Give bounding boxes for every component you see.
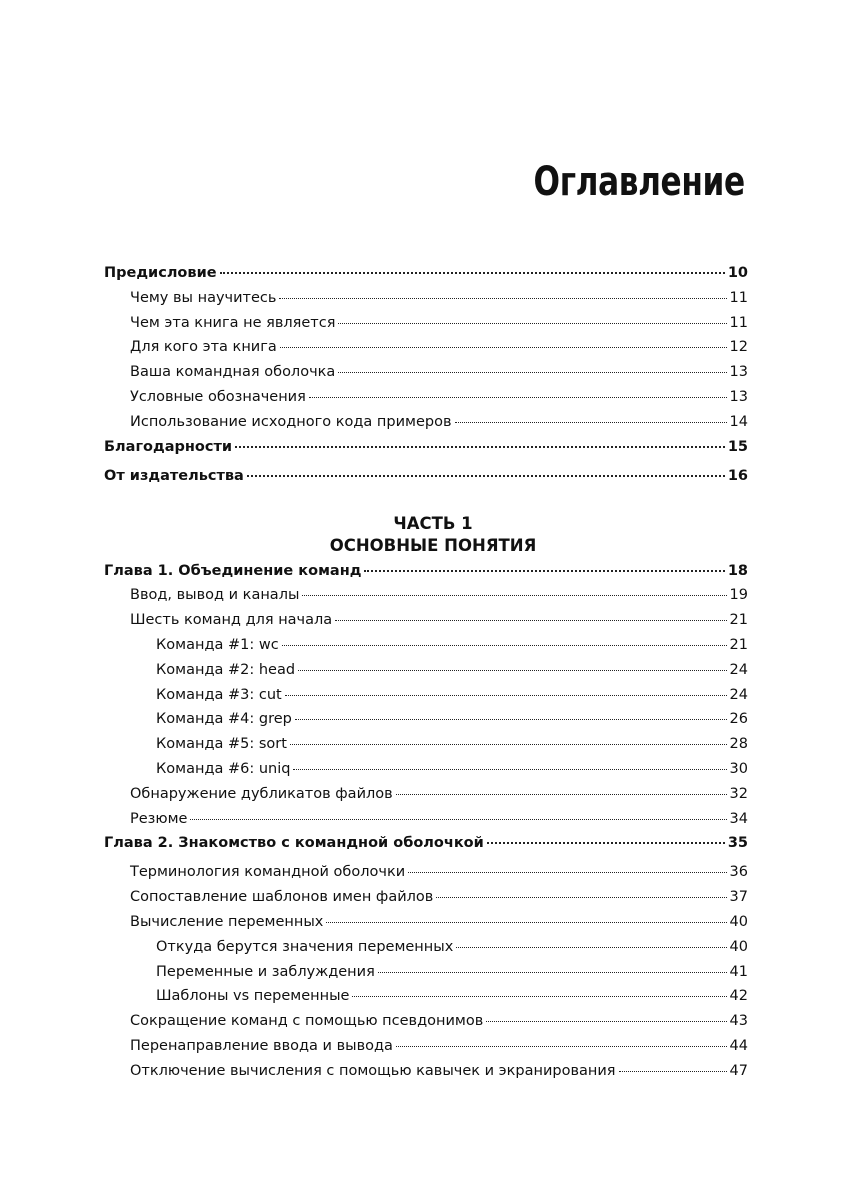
toc-entry-title: Для кого эта книга (130, 339, 277, 356)
toc-entry-title: Команда #1: wc (156, 636, 279, 653)
dot-leader (338, 323, 726, 324)
toc-subsection-entry (104, 687, 748, 712)
dot-leader (456, 947, 726, 948)
toc-entry-title: Команда #3: cut (156, 686, 282, 703)
dot-leader (290, 744, 727, 745)
toc-entry-title: Команда #2: head (156, 661, 296, 678)
dot-leader (408, 872, 726, 873)
toc-entry-title: Перенаправление ввода и вывода (130, 1037, 393, 1054)
toc-chapter-entry (104, 468, 748, 497)
dot-leader (293, 769, 726, 770)
dot-leader (436, 897, 726, 898)
toc-entry-title: Чему вы научитесь (130, 289, 277, 306)
toc-section-entry (104, 811, 748, 836)
toc-entry-title: От издательства (104, 467, 244, 484)
toc-page-number: 24 (729, 661, 748, 678)
dot-leader (455, 422, 727, 423)
toc-section-entry (104, 889, 748, 914)
toc-page-number: 36 (729, 864, 748, 881)
toc-entry-title: Благодарности (104, 438, 233, 455)
dot-leader (190, 819, 726, 820)
toc-page-number: 13 (729, 364, 748, 381)
toc-page-number: 16 (727, 467, 748, 484)
toc-page-number: 24 (729, 686, 748, 703)
toc-chapter-entry (104, 439, 748, 468)
toc-entry-title: Команда #6: uniq (156, 760, 291, 777)
toc-entry-title: Предисловие (104, 265, 217, 281)
toc-section-entry (104, 1063, 748, 1088)
dot-leader (364, 570, 724, 572)
toc-entry-title: Вычисление переменных (130, 913, 324, 930)
toc-entry-title: Глава 1. Объединение команд (104, 562, 362, 579)
toc-subsection-entry (104, 761, 748, 786)
dot-leader (619, 1071, 727, 1072)
part-name: ОСНОВНЫЕ ПОНЯТИЯ (329, 535, 537, 555)
toc-section-entry (104, 315, 748, 340)
toc-entry-title: Глава 2. Знакомство с командной оболочкой (104, 835, 484, 852)
front-matter-entries (104, 265, 748, 497)
dot-leader (302, 595, 726, 596)
dot-leader (487, 842, 725, 844)
toc-page-number: 32 (729, 785, 748, 802)
toc-page-number: 40 (729, 913, 748, 930)
toc-page-number: 12 (729, 339, 748, 356)
dot-leader (295, 719, 727, 720)
toc-entry-title: Терминология командной оболочки (130, 864, 406, 881)
toc-subsection-entry (104, 964, 748, 989)
dot-leader (338, 372, 726, 373)
toc-page-number: 10 (727, 265, 748, 281)
toc-page-number: 19 (729, 587, 748, 604)
toc-entry-title: Ваша командная оболочка (130, 364, 336, 381)
toc-page-number: 30 (729, 760, 748, 777)
dot-leader (282, 645, 727, 646)
toc-page-number: 13 (729, 388, 748, 405)
toc-page-number: 35 (727, 835, 748, 852)
toc-entry-title: Использование исходного кода примеров (130, 413, 452, 430)
toc-section-entry (104, 364, 748, 389)
toc-page-number: 47 (729, 1062, 748, 1079)
toc-section-entry (104, 389, 748, 414)
dot-leader (378, 972, 727, 973)
toc-page-number: 21 (729, 612, 748, 629)
toc-section-entry (104, 612, 748, 637)
toc-subsection-entry (104, 662, 748, 687)
toc-entry-title: Сокращение команд с помощью псевдонимов (130, 1013, 484, 1030)
toc-section-entry (104, 914, 748, 939)
toc-page-number: 28 (729, 736, 748, 753)
dot-leader (326, 922, 726, 923)
toc-subsection-entry (104, 939, 748, 964)
toc-subsection-entry (104, 736, 748, 761)
toc-entry-title: Переменные и заблуждения (156, 963, 375, 980)
toc-entry-title: Условные обозначения (130, 388, 306, 405)
toc-section-entry (104, 864, 748, 889)
toc-page-number: 43 (729, 1013, 748, 1030)
toc-page-number: 11 (729, 314, 748, 331)
toc-entry-title: Шесть команд для начала (130, 612, 333, 629)
toc-entry-title: Ввод, вывод и каналы (130, 587, 300, 604)
toc-page-number: 40 (729, 938, 748, 955)
part-label: ЧАСТЬ 1 (393, 513, 473, 533)
toc-entry-title: Обнаружение дубликатов файлов (130, 785, 393, 802)
page-title: Оглавление (533, 159, 745, 205)
toc-page-number: 44 (729, 1037, 748, 1054)
toc-section-entry (104, 339, 748, 364)
toc-section-entry (104, 290, 748, 315)
toc-page-number: 18 (727, 562, 748, 579)
toc-subsection-entry (104, 988, 748, 1013)
toc-entry-title: Шаблоны vs переменные (156, 988, 350, 1005)
dot-leader (285, 695, 727, 696)
dot-leader (247, 475, 725, 477)
dot-leader (309, 397, 727, 398)
toc-chapter-entry (104, 265, 748, 290)
dot-leader (352, 996, 726, 997)
toc-subsection-entry (104, 711, 748, 736)
dot-leader (298, 670, 726, 671)
toc-page-number: 14 (729, 413, 748, 430)
toc-section-entry (104, 587, 748, 612)
toc-entry-title: Резюме (130, 810, 188, 827)
toc-page-number: 15 (727, 438, 748, 455)
part-entries (104, 563, 748, 1088)
toc-section-entry (104, 1013, 748, 1038)
dot-leader (396, 794, 727, 795)
toc-chapter-entry (104, 563, 748, 588)
dot-leader (279, 298, 726, 299)
dot-leader (280, 347, 727, 348)
toc-entry-title: Команда #4: grep (156, 711, 292, 728)
toc-entry-title: Чем эта книга не является (130, 314, 336, 331)
toc-subsection-entry (104, 637, 748, 662)
toc-entry-title: Откуда берутся значения переменных (156, 938, 454, 955)
dot-leader (220, 272, 725, 274)
table-of-contents (104, 265, 748, 1088)
toc-entry-title: Сопоставление шаблонов имен файлов (130, 889, 434, 906)
dot-leader (235, 446, 725, 448)
toc-section-entry (104, 786, 748, 811)
toc-chapter-entry (104, 835, 748, 864)
toc-page-number: 34 (729, 810, 748, 827)
toc-page-number: 37 (729, 889, 748, 906)
dot-leader (335, 620, 726, 621)
toc-page-number: 42 (729, 988, 748, 1005)
toc-page-number: 26 (729, 711, 748, 728)
toc-entry-title: Команда #5: sort (156, 736, 287, 753)
toc-page-number: 41 (729, 963, 748, 980)
toc-entry-title: Отключение вычисления с помощью кавычек и экранирования (130, 1062, 616, 1079)
toc-page-number: 21 (729, 636, 748, 653)
toc-page-number: 11 (729, 289, 748, 306)
toc-section-entry (104, 414, 748, 439)
dot-leader (396, 1046, 727, 1047)
dot-leader (486, 1021, 726, 1022)
toc-section-entry (104, 1038, 748, 1063)
